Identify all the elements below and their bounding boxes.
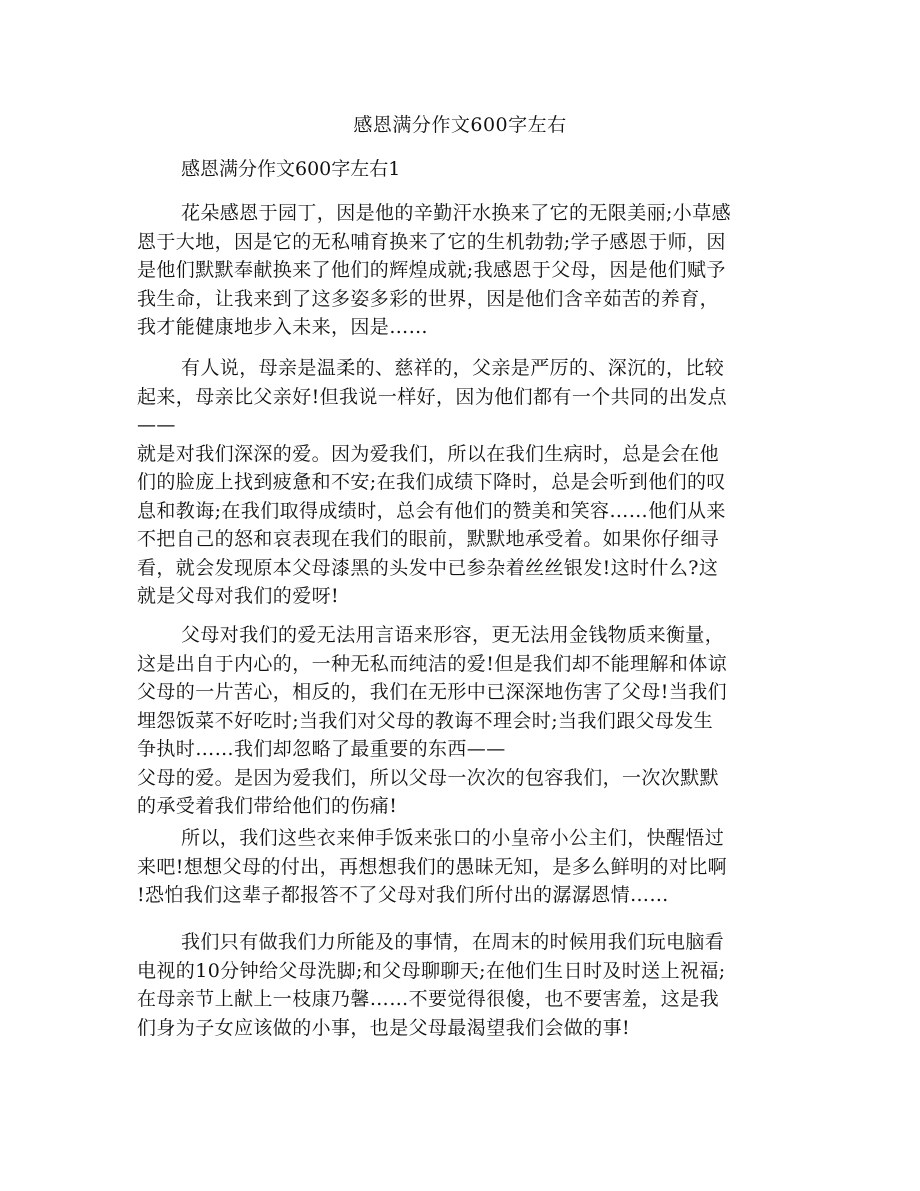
- paragraph-line: 起来，母亲比父亲好!但我说一样好，因为他们都有一个共同的出发点: [137, 385, 728, 408]
- paragraph-line: 我们只有做我们力所能及的事情，在周末的时候用我们玩电脑看: [181, 931, 725, 953]
- paragraph-line: 父母对我们的爱无法用言语来形容，更无法用金钱物质来衡量，: [181, 624, 725, 646]
- paragraph-4: [137, 824, 782, 910]
- paragraph-line: 是他们默默奉献换来了他们的辉煌成就;我感恩于父母，因是他们赋予: [137, 259, 726, 281]
- paragraph-line: 我生命，让我来到了这多姿多彩的世界，因是他们含辛茹苦的养育，: [137, 287, 720, 310]
- paragraph-line: 们身为子女应该做的小事，也是父母最渴望我们会做的事!: [137, 1016, 631, 1039]
- paragraph-line: 看，就会发现原本父母漆黑的头发中已参杂着丝丝银发!这时什么?这: [137, 556, 719, 579]
- paragraph-line: 所以，我们这些衣来伸手饭来张口的小皇帝小公主们，快醒悟过: [181, 827, 725, 849]
- paragraph-line: 有人说，母亲是温柔的、慈祥的，父亲是严厉的、深沉的，比较: [181, 357, 725, 379]
- paragraph-line: 这是出自于内心的，一种无私而纯洁的爱!但是我们却不能理解和体谅: [137, 652, 728, 675]
- paragraph-line: 的承受着我们带给他们的伤痛!: [137, 795, 398, 817]
- paragraph-line: 电视的10分钟给父母洗脚;和父母聊聊天;在他们生日时及时送上祝福;: [137, 959, 726, 982]
- paragraph-line: ——: [137, 414, 176, 436]
- paragraph-line: 花朵感恩于园丁，因是他的辛勤汗水换来了它的无限美丽;小草感: [181, 202, 732, 224]
- paragraph-line: 在母亲节上献上一枝康乃馨……不要觉得很傻，也不要害羞，这是我: [137, 988, 720, 1010]
- paragraph-line: 我才能健康地步入未来，因是……: [137, 316, 429, 338]
- paragraph-line: 父母的爱。是因为爱我们，所以父母一次次的包容我们，一次次默默: [137, 766, 720, 789]
- paragraph-line: 息和教诲;在我们取得成绩时，总会有他们的赞美和笑容……他们从来: [137, 499, 726, 522]
- paragraph-line: 来吧!想想父母的付出，再想想我们的愚昧无知，是多么鲜明的对比啊: [137, 855, 728, 878]
- paragraph-line: 恩于大地，因是它的无私哺育换来了它的生机勃勃;学子感恩于师，因: [137, 230, 726, 253]
- document-title: 感恩满分作文600字左右: [353, 114, 567, 136]
- paragraph-line: !恐怕我们这辈子都报答不了父母对我们所付出的潺潺恩情……: [137, 884, 669, 906]
- paragraph-line: 不把自己的怒和哀表现在我们的眼前，默默地承受着。如果你仔细寻: [137, 528, 720, 550]
- document-subtitle: 感恩满分作文600字左右1: [181, 158, 401, 180]
- paragraph-1: [137, 199, 782, 342]
- paragraph-line: 就是对我们深深的爱。因为爱我们，所以在我们生病时，总是会在他: [137, 442, 720, 465]
- paragraph-5: [137, 928, 782, 1042]
- paragraph-line: 父母的一片苦心，相反的，我们在无形中已深深地伤害了父母!当我们: [137, 681, 728, 703]
- paragraph-line: 就是父母对我们的爱呀!: [137, 585, 340, 607]
- paragraph-line: 们的脸庞上找到疲惫和不安;在我们成绩下降时，总是会听到他们的叹: [137, 471, 726, 493]
- paragraph-2: [137, 354, 782, 611]
- paragraph-3: [137, 621, 782, 821]
- paragraph-line: 争执时……我们却忽略了最重要的东西——: [137, 738, 506, 760]
- paragraph-line: 埋怨饭菜不好吃时;当我们对父母的教诲不理会时;当我们跟父母发生: [137, 709, 714, 732]
